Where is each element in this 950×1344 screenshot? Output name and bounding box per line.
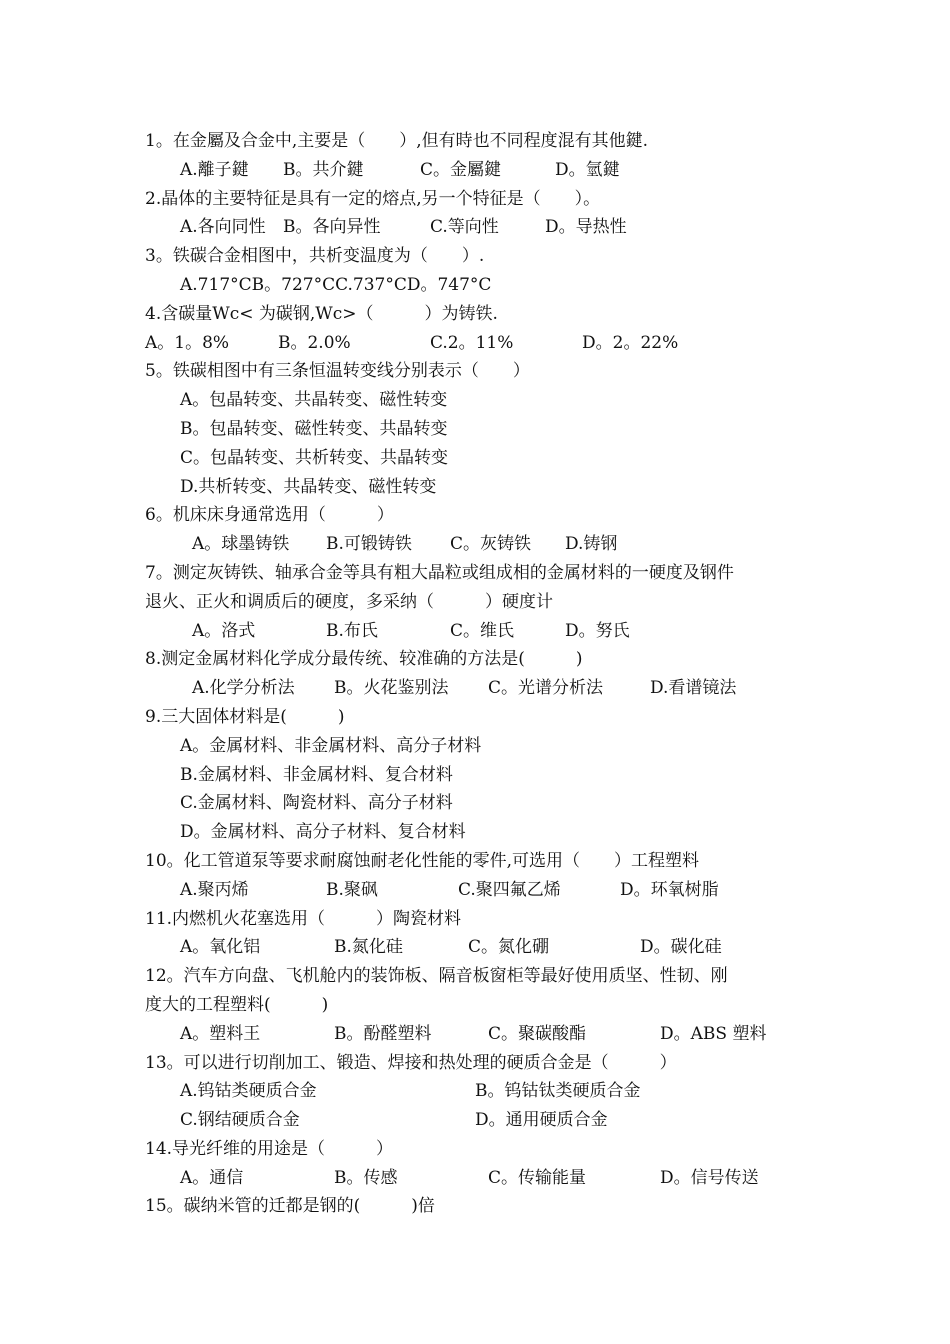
answer-option: C。维氏 <box>450 620 515 641</box>
text-line <box>0 645 950 674</box>
question-text: B。包晶转变、磁性转变、共晶转变 <box>180 418 448 439</box>
answer-option: C。聚碳酸酯 <box>488 1023 587 1044</box>
answer-option: B。火花鉴别法 <box>334 678 449 699</box>
text-line <box>0 300 950 329</box>
text-line <box>0 501 950 530</box>
answer-option: C.钢结硬质合金 <box>180 1110 300 1131</box>
text-line <box>0 473 950 502</box>
question-text: 6。机床床身通常选用（ ） <box>145 505 394 526</box>
text-line <box>0 559 950 588</box>
answer-option: B。各向异性 <box>283 217 381 238</box>
text-line <box>0 732 950 761</box>
answer-option: D。通用硬质合金 <box>475 1110 608 1131</box>
answer-option: C。氮化硼 <box>468 937 550 958</box>
answer-option: D。信号传送 <box>660 1167 759 1188</box>
answer-option: D。导热性 <box>545 217 627 238</box>
text-line <box>0 271 950 300</box>
question-text: 7。测定灰铸铁、轴承合金等具有粗大晶粒或组成相的金属材料的一硬度及钢件 <box>145 562 734 583</box>
text-line <box>0 933 950 962</box>
question-text: 15。碳纳米管的迁都是钢的( )倍 <box>145 1196 435 1217</box>
answer-option: A.聚丙烯 <box>180 879 249 900</box>
answer-option: C。光谱分析法 <box>488 678 604 699</box>
text-line <box>0 962 950 991</box>
text-line <box>0 1135 950 1164</box>
question-text: C.金属材料、陶瓷材料、高分子材料 <box>180 793 453 814</box>
answer-option: A。塑料王 <box>180 1023 261 1044</box>
answer-option: A。氧化铝 <box>180 937 261 958</box>
question-text: D.共析转变、共晶转变、磁性转变 <box>180 476 437 497</box>
answer-option: C。传输能量 <box>488 1167 587 1188</box>
answer-option: D。环氧树脂 <box>620 879 719 900</box>
question-text: 11.内燃机火花塞选用（ ）陶瓷材料 <box>145 908 462 929</box>
question-text: 退火、正火和调质后的硬度，多采纳（ ）硬度计 <box>145 591 553 612</box>
answer-option: D。2。22% <box>582 332 679 353</box>
text-line <box>0 1106 950 1135</box>
answer-option: B.氮化硅 <box>334 937 403 958</box>
answer-option: D.铸钢 <box>565 534 618 555</box>
text-line <box>0 415 950 444</box>
answer-option: A.化学分析法 <box>192 678 295 699</box>
text-line <box>0 444 950 473</box>
answer-option: D。碳化硅 <box>640 937 722 958</box>
question-text: 9.三大固体材料是( ) <box>145 706 345 727</box>
text-line <box>0 386 950 415</box>
question-text: C。包晶转变、共析转变、共晶转变 <box>180 447 449 468</box>
answer-option: C。灰铸铁 <box>450 534 532 555</box>
answer-option: B.布氏 <box>326 620 378 641</box>
text-line <box>0 1192 950 1221</box>
text-line <box>0 530 950 559</box>
answer-option: A.離子鍵 <box>180 159 249 180</box>
text-line <box>0 674 950 703</box>
answer-option: D.看谱镜法 <box>650 678 737 699</box>
question-text: 2.晶体的主要特征是具有一定的熔点,另一个特征是（ ）。 <box>145 188 601 209</box>
answer-option: C.等向性 <box>430 217 499 238</box>
answer-option: A.钨钴类硬质合金 <box>180 1081 317 1102</box>
question-text: 5。铁碳相图中有三条恒温转变线分别表示（ ） <box>145 361 530 382</box>
text-line <box>0 156 950 185</box>
answer-option: C。金屬鍵 <box>420 159 502 180</box>
text-line <box>0 818 950 847</box>
question-text: A。包晶转变、共晶转变、磁性转变 <box>180 390 448 411</box>
answer-option: A。1。8% <box>145 332 230 353</box>
question-text: 13。可以进行切削加工、锻造、焊接和热处理的硬质合金是（ ） <box>145 1052 677 1073</box>
text-line <box>0 329 950 358</box>
text-line <box>0 789 950 818</box>
answer-option: B。共介鍵 <box>283 159 364 180</box>
answer-option: A.各向同性 <box>180 217 266 238</box>
text-line <box>0 185 950 214</box>
question-text: A.717°CB。727°CC.737°CD。747°C <box>180 274 492 295</box>
answer-option: B。酚醛塑料 <box>334 1023 432 1044</box>
answer-option: B。钨钴钛类硬质合金 <box>475 1081 641 1102</box>
answer-option: D。ABS 塑料 <box>660 1023 767 1044</box>
question-text: D。金属材料、高分子材料、复合材料 <box>180 822 466 843</box>
question-text: 14.导光纤维的用途是（ ） <box>145 1138 394 1159</box>
question-text: 3。铁碳合金相图中，共析变温度为（ ）. <box>145 246 485 267</box>
question-text: 度大的工程塑料( ) <box>145 994 329 1015</box>
text-line <box>0 1049 950 1078</box>
exam-question-list <box>0 127 950 1221</box>
question-text: B.金属材料、非金属材料、复合材料 <box>180 764 453 785</box>
answer-option: B。传感 <box>334 1167 398 1188</box>
question-text: 4.含碳量Wc< 为碳钢,Wc>（ ）为铸铁. <box>145 303 498 324</box>
text-line <box>0 357 950 386</box>
text-line <box>0 703 950 732</box>
answer-option: D。氫鍵 <box>555 159 620 180</box>
text-line <box>0 1164 950 1193</box>
answer-option: D。努氏 <box>565 620 630 641</box>
answer-option: A。洛式 <box>192 620 256 641</box>
text-line <box>0 1077 950 1106</box>
text-line <box>0 588 950 617</box>
answer-option: A。球墨铸铁 <box>192 534 290 555</box>
text-line <box>0 127 950 156</box>
text-line <box>0 761 950 790</box>
question-text: A。金属材料、非金属材料、高分子材料 <box>180 735 482 756</box>
text-line <box>0 213 950 242</box>
text-line <box>0 847 950 876</box>
answer-option: B.聚砜 <box>326 879 378 900</box>
text-line <box>0 991 950 1020</box>
text-line <box>0 1020 950 1049</box>
question-text: 1。在金屬及合金中,主要是（ ）,但有時也不同程度混有其他鍵. <box>145 131 649 151</box>
text-line <box>0 876 950 905</box>
answer-option: C.2。11% <box>430 332 514 353</box>
text-line <box>0 242 950 271</box>
text-line <box>0 617 950 646</box>
answer-option: B.可锻铸铁 <box>326 534 412 555</box>
text-line <box>0 905 950 934</box>
answer-option: B。2.0% <box>278 332 351 353</box>
answer-option: A。通信 <box>180 1167 244 1188</box>
question-text: 10。化工管道泵等要求耐腐蚀耐老化性能的零件,可选用（ ）工程塑料 <box>145 850 700 871</box>
answer-option: C.聚四氟乙烯 <box>458 879 561 900</box>
question-text: 8.测定金属材料化学成分最传统、较准确的方法是( ) <box>145 649 583 670</box>
question-text: 12。汽车方向盘、飞机舱内的装饰板、隔音板窗柜等最好使用质坚、性韧、刚 <box>145 966 728 987</box>
